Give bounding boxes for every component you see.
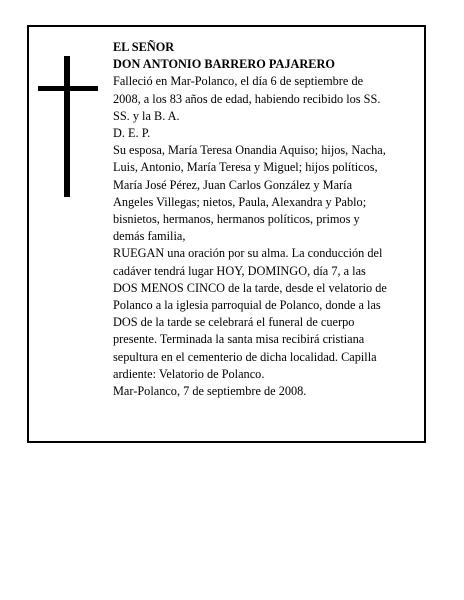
cross-horizontal-bar: [38, 86, 98, 91]
notice-body-line: sepultura en el cementerio de dicha localidad. Capilla: [113, 349, 377, 364]
notice-body-line: Luis, Antonio, María Teresa y Miguel; hijos políticos,: [113, 160, 378, 175]
notice-body-line: RUEGAN una oración por su alma. La conducción del: [113, 246, 383, 261]
notice-body-line: Angeles Villegas; nietos, Paula, Alexandra y Pablo;: [113, 194, 367, 209]
notice-body-line: Falleció en Mar-Polanco, el día 6 de septiembre de: [113, 74, 364, 89]
notice-date-line: Mar-Polanco, 7 de septiembre de 2008.: [113, 384, 307, 399]
notice-body-line: Su esposa, María Teresa Onandia Aquiso; hijos, Nacha,: [113, 143, 386, 158]
notice-body-line: 2008, a los 83 años de edad, habiendo recibido los SS.: [113, 91, 381, 106]
notice-body-line: cadáver tendrá lugar HOY, DOMINGO, día 7, a las: [113, 263, 366, 278]
notice-body-line: Polanco a la iglesia parroquial de Polanco, donde a las: [113, 298, 381, 313]
notice-body-line: ardiente: Velatorio de Polanco.: [113, 366, 265, 381]
notice-body-line: D. E. P.: [113, 126, 151, 141]
notice-body-line: DOS MENOS CINCO de la tarde, desde el velatorio de: [113, 280, 387, 295]
notice-body-line: María José Pérez, Juan Carlos González y María: [113, 177, 353, 192]
deceased-name: DON ANTONIO BARRERO PAJARERO: [113, 57, 335, 72]
cross-vertical-bar: [64, 56, 70, 197]
notice-body-line: demás familia,: [113, 229, 186, 244]
notice-body-line: bisnietos, hermanos, hermanos políticos, primos y: [113, 212, 360, 227]
notice-body-line: DOS de la tarde se celebrará el funeral de cuerpo: [113, 315, 355, 330]
notice-body-line: SS. y la B. A.: [113, 108, 180, 123]
notice-body-line: presente. Terminada la santa misa recibirá cristiana: [113, 332, 365, 347]
latin-cross-icon: [38, 56, 98, 197]
notice-heading: EL SEÑOR: [113, 40, 175, 54]
obituary-text: [113, 39, 395, 400]
